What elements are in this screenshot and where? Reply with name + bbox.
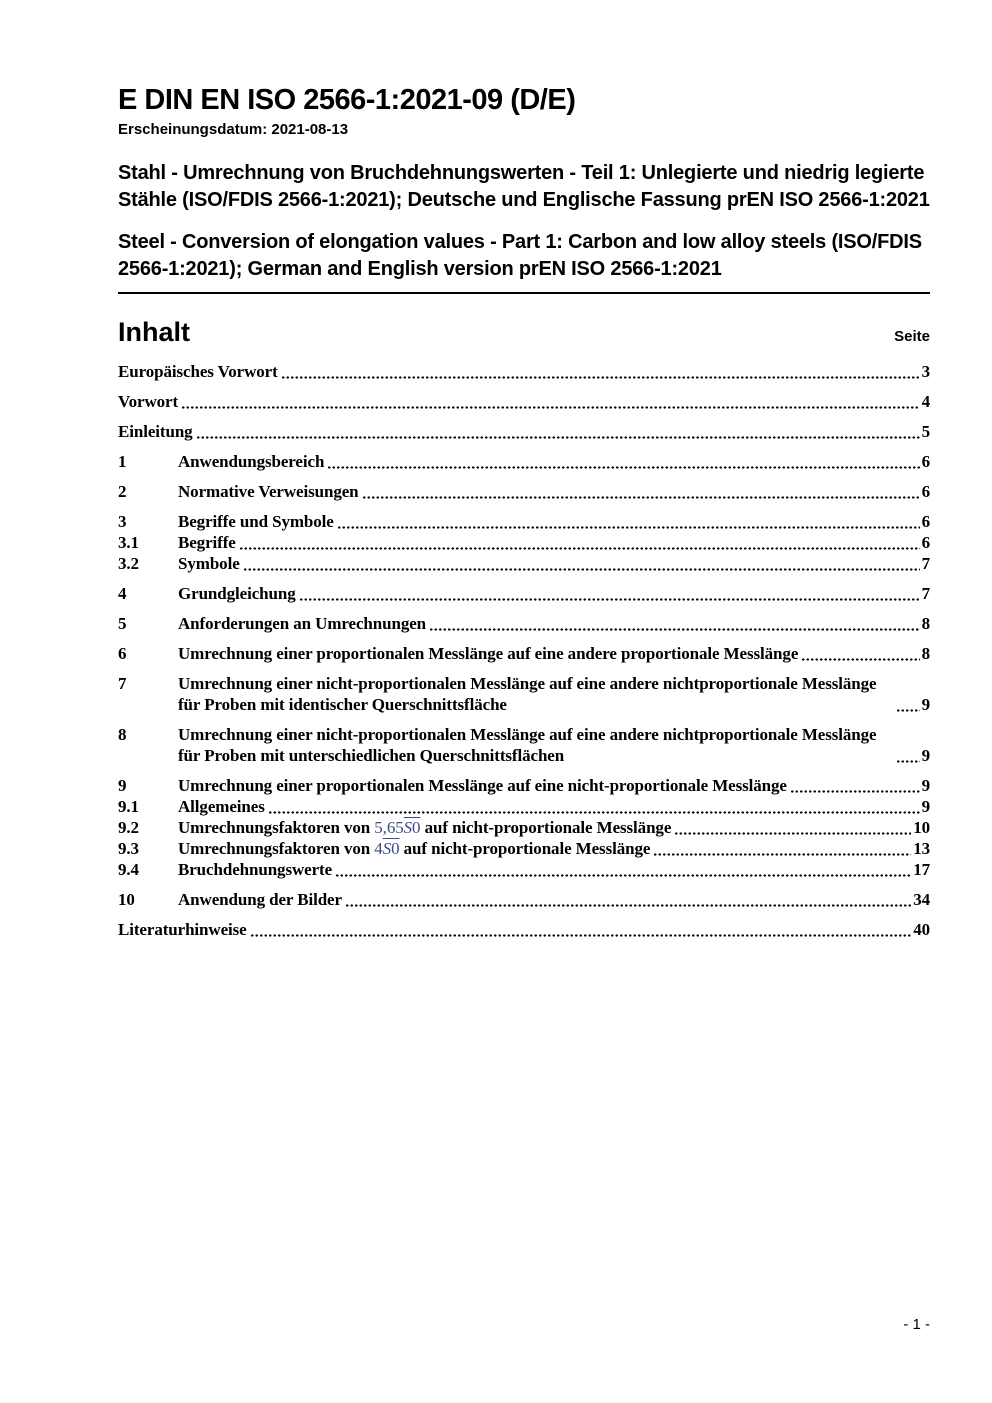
toc-entry xyxy=(118,532,930,553)
toc-entry-number: 1 xyxy=(118,452,127,471)
toc-entry-page: 6 xyxy=(921,452,930,471)
toc-entry xyxy=(118,451,930,472)
toc-entry-title: Anwendung der Bilder xyxy=(178,890,342,909)
toc-entry-page: 9 xyxy=(921,695,930,714)
toc-entry xyxy=(118,613,930,634)
toc-entry-number: 4 xyxy=(118,584,127,603)
toc-entry-title: Anforderungen an Umrechnungen xyxy=(178,614,427,633)
toc-entry-page: 5 xyxy=(921,422,930,441)
formula-fragment: 5,65 xyxy=(374,818,404,837)
toc-entry xyxy=(118,775,930,796)
toc-entry xyxy=(118,481,930,502)
toc-entry-number: 9.1 xyxy=(118,797,139,816)
toc-heading: Inhalt xyxy=(118,317,190,347)
formula-fragment: 0 xyxy=(391,839,400,858)
toc-entry-title: Umrechnungsfaktoren von 5,65S0 auf nicht-proportionale Messlänge xyxy=(178,818,672,837)
toc-entry-number: 8 xyxy=(118,725,127,744)
toc-entry-title: Symbole xyxy=(178,554,240,573)
toc-leader-dots xyxy=(896,724,920,766)
toc-leader-dots xyxy=(362,481,920,502)
toc-entry-number: 9 xyxy=(118,776,127,795)
toc-entry-number: 3.2 xyxy=(118,554,139,573)
toc-entry xyxy=(118,511,930,532)
publication-date: Erscheinungsdatum: 2021-08-13 xyxy=(118,121,349,138)
toc-leader-dots xyxy=(239,532,920,553)
toc-entry-number: 3.1 xyxy=(118,533,139,552)
toc-entry xyxy=(118,673,930,715)
toc-entry-number: 9.4 xyxy=(118,860,139,879)
toc-entry-title: Einleitung xyxy=(118,422,193,441)
toc-entry-number: 6 xyxy=(118,644,127,663)
toc-leader-dots xyxy=(196,421,920,442)
toc-leader-dots xyxy=(268,796,920,817)
toc-entry xyxy=(118,391,930,412)
toc-entry-title: Umrechnungsfaktoren von 4S0 auf nicht-proportionale Messlänge xyxy=(178,839,651,858)
toc-entry xyxy=(118,919,930,940)
toc-entry-page: 7 xyxy=(921,554,930,573)
toc-leader-dots xyxy=(674,817,911,838)
toc-entry-title: Literaturhinweise xyxy=(118,920,247,939)
toc-leader-dots xyxy=(299,583,920,604)
toc-leader-dots xyxy=(801,643,919,664)
toc-entry-number: 3 xyxy=(118,512,127,531)
toc-leader-dots xyxy=(335,859,911,880)
toc-leader-dots xyxy=(790,775,920,796)
toc-leader-dots xyxy=(281,361,920,382)
toc-entry-title: Umrechnung einer nicht-proportionalen Messlänge auf eine andere nichtproportionale Messlänge für Proben mit unterschiedlichen Querschnittsflächen xyxy=(178,725,877,765)
document-number-title: E DIN EN ISO 2566-1:2021-09 (D/E) xyxy=(118,84,576,116)
toc-leader-dots xyxy=(653,838,911,859)
toc-leader-dots xyxy=(345,889,911,910)
toc-leader-dots xyxy=(250,919,912,940)
toc-entry-title: Vorwort xyxy=(118,392,179,411)
toc-entry-page: 9 xyxy=(921,776,930,795)
toc-entry-page: 3 xyxy=(921,362,930,381)
toc-entry-number: 7 xyxy=(118,674,127,693)
toc-leader-dots xyxy=(181,391,920,412)
document-title-english: Steel - Conversion of elongation values - Part 1: Carbon and low alloy steels (ISO/FDIS 2566-1:2021); German and English version prEN ISO 2566-1:2021 xyxy=(118,231,922,280)
toc-entry xyxy=(118,817,930,838)
toc-entry-number: 2 xyxy=(118,482,127,501)
toc-entry-page: 6 xyxy=(921,533,930,552)
toc-entry xyxy=(118,724,930,766)
toc-entry-title: Europäisches Vorwort xyxy=(118,362,278,381)
toc-entry-number: 9.2 xyxy=(118,818,139,837)
formula-fragment: 4 xyxy=(374,839,383,858)
toc-leader-dots xyxy=(327,451,919,472)
toc-entry xyxy=(118,583,930,604)
toc-entry-page: 40 xyxy=(913,920,930,939)
toc-entry-page: 6 xyxy=(921,512,930,531)
toc-entry xyxy=(118,838,930,859)
toc-entry-title: Normative Verweisungen xyxy=(178,482,359,501)
toc-entry-page: 7 xyxy=(921,584,930,603)
toc-leader-dots xyxy=(337,511,920,532)
toc-entry-title: Umrechnung einer nicht-proportionalen Messlänge auf eine andere nichtproportionale Messlänge für Proben mit identischer Querschnittsfläche xyxy=(178,674,877,714)
toc-entry xyxy=(118,553,930,574)
toc-entry-page: 34 xyxy=(913,890,930,909)
toc-leader-dots xyxy=(429,613,920,634)
toc-entry-title: Allgemeines xyxy=(178,797,265,816)
toc-entry-title: Begriffe xyxy=(178,533,236,552)
formula-fragment: S xyxy=(382,839,392,858)
toc-entry xyxy=(118,421,930,442)
toc-entry-page: 6 xyxy=(921,482,930,501)
toc-entry-number: 5 xyxy=(118,614,127,633)
toc-entry-number: 10 xyxy=(118,890,135,909)
toc-entry-title: Grundgleichung xyxy=(178,584,296,603)
toc-entry xyxy=(118,796,930,817)
toc-entry-title: Anwendungsbereich xyxy=(178,452,325,471)
toc-entry-page: 8 xyxy=(921,614,930,633)
page-content xyxy=(118,0,930,940)
toc-header xyxy=(118,317,930,347)
toc-leader-dots xyxy=(243,553,920,574)
toc-entry-page: 8 xyxy=(921,644,930,663)
toc-entry-page: 10 xyxy=(913,818,930,837)
toc-entry-page: 17 xyxy=(913,860,930,879)
toc-leader-dots xyxy=(896,673,920,715)
toc-entry-number: 9.3 xyxy=(118,839,139,858)
title-divider-line xyxy=(118,292,930,294)
toc-entry-title: Umrechnung einer proportionalen Messlänge auf eine nicht-proportionale Messlänge xyxy=(178,776,787,795)
toc-entry xyxy=(118,889,930,910)
toc-entry-page: 9 xyxy=(921,746,930,765)
toc-entry-title: Umrechnung einer proportionalen Messlänge auf eine andere proportionale Messlänge xyxy=(178,644,799,663)
toc-entry xyxy=(118,859,930,880)
toc-page-column-label: Seite xyxy=(894,328,930,345)
toc-entry-title: Begriffe und Symbole xyxy=(178,512,334,531)
toc-entry-page: 4 xyxy=(921,392,930,411)
formula-fragment: 0 xyxy=(412,818,421,837)
document-title-german: Stahl - Umrechnung von Bruchdehnungswerten - Teil 1: Unlegierte und niedrig legierte Stähle (ISO/FDIS 2566-1:2021); Deutsche und Englische Fassung prEN ISO 2566-1:2021 xyxy=(118,162,930,211)
table-of-contents xyxy=(118,361,930,940)
page-number-footer: - 1 - xyxy=(903,1316,930,1333)
toc-entry xyxy=(118,361,930,382)
toc-entry xyxy=(118,643,930,664)
toc-entry-page: 13 xyxy=(913,839,930,858)
toc-entry-title: Bruchdehnungswerte xyxy=(178,860,333,879)
toc-entry-page: 9 xyxy=(921,797,930,816)
formula-fragment: S xyxy=(403,818,413,837)
